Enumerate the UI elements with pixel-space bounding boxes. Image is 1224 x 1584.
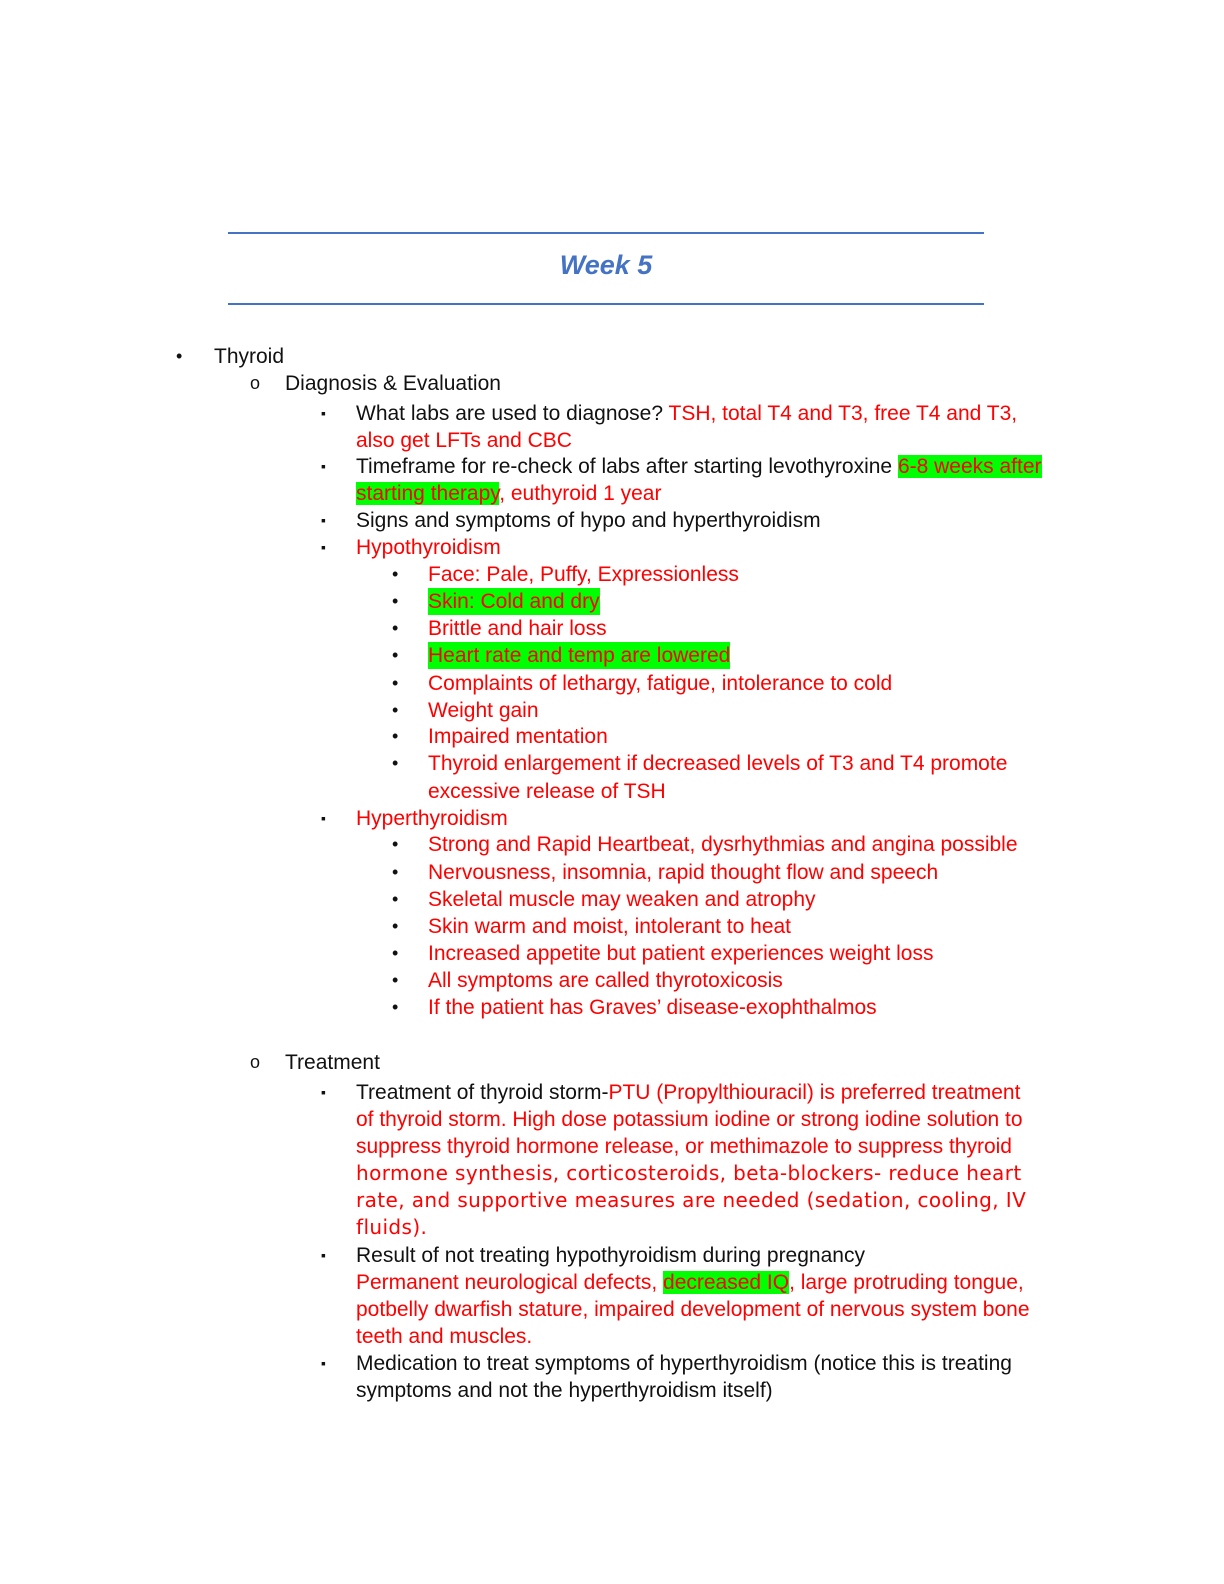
square-bullet-icon: ▪ bbox=[321, 539, 326, 555]
bullet-icon: • bbox=[392, 834, 399, 854]
square-bullet-icon: ▪ bbox=[321, 405, 326, 421]
answer-continuation: teeth and muscles. bbox=[356, 1325, 533, 1348]
bullet-icon: • bbox=[392, 916, 399, 936]
square-bullet-icon: ▪ bbox=[321, 1084, 326, 1100]
answer-continuation: suppress thyroid hormone release, or methimazole to suppress thyroid bbox=[356, 1135, 1012, 1158]
bullet-icon: • bbox=[392, 970, 399, 990]
square-bullet-icon: ▪ bbox=[321, 1247, 326, 1263]
circle-bullet-icon: o bbox=[250, 1052, 261, 1072]
question-continuation: symptoms and not the hyperthyroidism itself) bbox=[356, 1379, 773, 1402]
answer-text: TSH, total T4 and T3, free T4 and T3, bbox=[663, 402, 1018, 425]
highlighted-answer: decreased IQ bbox=[663, 1271, 790, 1294]
symptom-text: All symptoms are called thyrotoxicosis bbox=[428, 969, 783, 992]
question-text: Medication to treat symptoms of hyperthyroidism (notice this is treating bbox=[356, 1352, 1012, 1375]
symptom-continuation: excessive release of TSH bbox=[428, 780, 666, 803]
symptom-text: Heart rate and temp are lowered bbox=[428, 644, 731, 667]
bullet-icon: • bbox=[392, 564, 399, 584]
bullet-icon: • bbox=[392, 997, 399, 1017]
bullet-icon: • bbox=[392, 700, 399, 720]
question-text: Result of not treating hypothyroidism during pregnancy bbox=[356, 1244, 865, 1267]
bullet-icon: • bbox=[392, 889, 399, 909]
bullet-icon: • bbox=[392, 618, 399, 638]
bullet-icon: • bbox=[392, 943, 399, 963]
answer-text: , euthyroid 1 year bbox=[499, 482, 662, 505]
bullet-icon: • bbox=[392, 645, 399, 665]
answer-continuation: potbelly dwarfish stature, impaired development of nervous system bone bbox=[356, 1298, 1030, 1321]
highlighted-answer: starting therapy bbox=[356, 482, 500, 505]
symptom-text: Skeletal muscle may weaken and atrophy bbox=[428, 888, 816, 911]
bullet-icon: • bbox=[176, 346, 183, 366]
question-text: Treatment of thyroid storm- bbox=[356, 1081, 609, 1104]
highlighted-answer: 6-8 weeks after bbox=[897, 455, 1042, 478]
page-title: Week 5 bbox=[559, 250, 653, 280]
symptom-text: Face: Pale, Puffy, Expressionless bbox=[428, 563, 739, 586]
answer-text: , large protruding tongue, bbox=[789, 1271, 1024, 1294]
symptom-text: Weight gain bbox=[428, 699, 539, 722]
square-bullet-icon: ▪ bbox=[321, 458, 326, 474]
question-text: Timeframe for re-check of labs after starting levothyroxine bbox=[356, 455, 898, 478]
subsection-label: Hypothyroidism bbox=[356, 536, 501, 559]
symptom-text: Brittle and hair loss bbox=[428, 617, 607, 640]
symptom-text: Strong and Rapid Heartbeat, dysrhythmias and angina possible bbox=[428, 833, 1018, 856]
symptom-text: Nervousness, insomnia, rapid thought flow and speech bbox=[428, 861, 939, 884]
bullet-icon: • bbox=[392, 862, 399, 882]
symptom-text: Complaints of lethargy, fatigue, intolerance to cold bbox=[428, 672, 893, 695]
square-bullet-icon: ▪ bbox=[321, 512, 326, 528]
title-top-rule bbox=[228, 232, 984, 234]
answer-continuation: rate, and supportive measures are needed (sedation, cooling, IV bbox=[356, 1188, 1027, 1212]
square-bullet-icon: ▪ bbox=[321, 810, 326, 826]
symptom-text: If the patient has Graves’ disease-exophthalmos bbox=[428, 996, 877, 1019]
symptom-text: Impaired mentation bbox=[428, 725, 608, 748]
subsection-label: Hyperthyroidism bbox=[356, 807, 508, 830]
answer-text: Permanent neurological defects, bbox=[356, 1271, 664, 1294]
symptom-text: Skin: Cold and dry bbox=[428, 590, 600, 613]
list-item-label: Thyroid bbox=[214, 345, 285, 368]
answer-continuation: also get LFTs and CBC bbox=[356, 429, 572, 452]
answer-continuation: of thyroid storm. High dose potassium iodine or strong iodine solution to bbox=[356, 1108, 1023, 1131]
symptom-text: Skin warm and moist, intolerant to heat bbox=[428, 915, 792, 938]
question-text: Signs and symptoms of hypo and hyperthyroidism bbox=[356, 509, 821, 532]
square-bullet-icon: ▪ bbox=[321, 1355, 326, 1371]
bullet-icon: • bbox=[392, 726, 399, 746]
bullet-icon: • bbox=[392, 753, 399, 773]
bullet-icon: • bbox=[392, 591, 399, 611]
circle-bullet-icon: o bbox=[250, 373, 261, 393]
section-heading: Treatment bbox=[285, 1051, 380, 1074]
answer-continuation: hormone synthesis, corticosteroids, beta-blockers- reduce heart bbox=[356, 1161, 1022, 1185]
question-text: What labs are used to diagnose? bbox=[356, 402, 664, 425]
symptom-text: Thyroid enlargement if decreased levels of T3 and T4 promote bbox=[428, 752, 1008, 775]
section-heading: Diagnosis & Evaluation bbox=[285, 372, 501, 395]
answer-continuation bbox=[356, 480, 661, 507]
title-bottom-rule bbox=[228, 303, 984, 305]
answer-continuation: fluids). bbox=[356, 1215, 428, 1239]
bullet-icon: • bbox=[392, 673, 399, 693]
answer-text: PTU (Propylthiouracil) is preferred treatment bbox=[608, 1081, 1021, 1104]
answer-line bbox=[356, 1269, 1024, 1296]
symptom-text: Increased appetite but patient experiences weight loss bbox=[428, 942, 934, 965]
